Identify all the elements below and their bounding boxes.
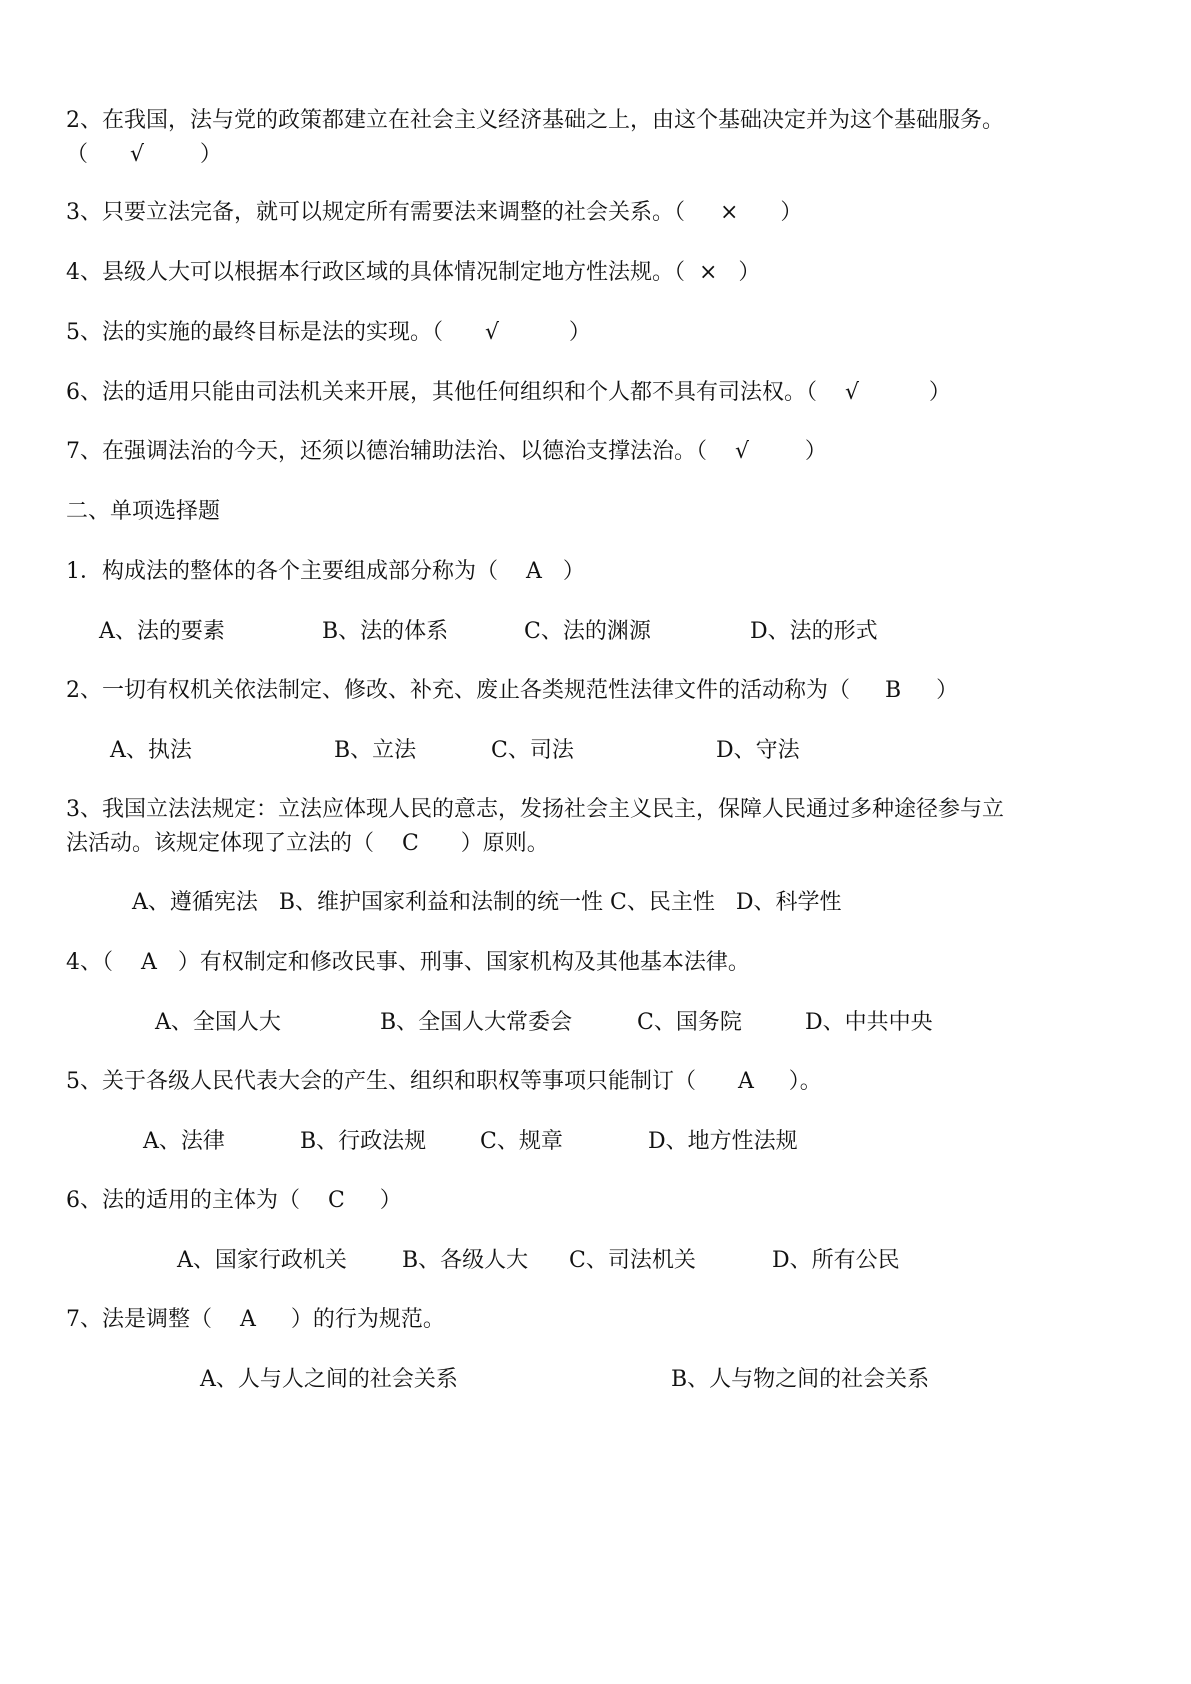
choice-q2-option-a: A、执法 bbox=[110, 738, 192, 763]
choice-q6-option-d: D、所有公民 bbox=[772, 1248, 900, 1273]
judgment-q6: 6、法的适用只能由司法机关来开展，其他任何组织和个人都不具有司法权。（ √ ） bbox=[66, 380, 951, 405]
choice-q5-option-b: B、行政法规 bbox=[300, 1129, 427, 1154]
choice-q6-option-b: B、各级人大 bbox=[402, 1248, 529, 1273]
choice-q3-line2: 法活动。该规定体现了立法的（ C ）原则。 bbox=[66, 831, 549, 856]
choice-q7-stem: 7、法是调整（ A ）的行为规范。 bbox=[66, 1307, 445, 1332]
choice-q4-option-d: D、中共中央 bbox=[805, 1010, 933, 1035]
choice-q3-options: A、遵循宪法 B、维护国家利益和法制的统一性 C、民主性 D、科学性 bbox=[132, 890, 842, 915]
choice-q4-option-c: C、国务院 bbox=[637, 1010, 742, 1035]
choice-q1-option-d: D、法的形式 bbox=[750, 619, 878, 644]
choice-q1-option-b: B、法的体系 bbox=[322, 619, 449, 644]
choice-q6-option-c: C、司法机关 bbox=[569, 1248, 696, 1273]
judgment-q4: 4、县级人大可以根据本行政区域的具体情况制定地方性法规。（ × ） bbox=[66, 260, 761, 285]
judgment-q2-line1: 2、在我国，法与党的政策都建立在社会主义经济基础之上，由这个基础决定并为这个基础服务。 bbox=[66, 108, 1005, 133]
choice-q4-option-b: B、全国人大常委会 bbox=[380, 1010, 573, 1035]
choice-q5-option-d: D、地方性法规 bbox=[648, 1129, 798, 1154]
judgment-q3: 3、只要立法完备，就可以规定所有需要法来调整的社会关系。（ × ） bbox=[66, 200, 803, 225]
choice-q2-stem: 2、一切有权机关依法制定、修改、补充、废止各类规范性法律文件的活动称为（ B ） bbox=[66, 678, 959, 703]
judgment-q7: 7、在强调法治的今天，还须以德治辅助法治、以德治支撑法治。（ √ ） bbox=[66, 439, 827, 464]
section-title: 二、单项选择题 bbox=[66, 499, 221, 524]
choice-q3-line1: 3、我国立法法规定：立法应体现人民的意志，发扬社会主义民主，保障人民通过多种途径参与立 bbox=[66, 797, 1005, 822]
choice-q7-option-a: A、人与人之间的社会关系 bbox=[200, 1367, 458, 1392]
choice-q1-option-a: A、法的要素 bbox=[99, 619, 225, 644]
choice-q1-option-c: C、法的渊源 bbox=[524, 619, 651, 644]
judgment-q2-line2: （ √ ） bbox=[66, 142, 222, 167]
choice-q2-option-b: B、立法 bbox=[334, 738, 417, 763]
choice-q6-stem: 6、法的适用的主体为（ C ） bbox=[66, 1188, 402, 1213]
choice-q2-option-c: C、司法 bbox=[491, 738, 574, 763]
judgment-q5: 5、法的实施的最终目标是法的实现。（ √ ） bbox=[66, 320, 591, 345]
choice-q5-stem: 5、关于各级人民代表大会的产生、组织和职权等事项只能制订（ A ）。 bbox=[66, 1069, 822, 1094]
choice-q4-option-a: A、全国人大 bbox=[155, 1010, 281, 1035]
choice-q7-option-b: B、人与物之间的社会关系 bbox=[671, 1367, 930, 1392]
choice-q5-option-c: C、规章 bbox=[480, 1129, 563, 1154]
choice-q5-option-a: A、法律 bbox=[143, 1129, 225, 1154]
choice-q2-option-d: D、守法 bbox=[716, 738, 800, 763]
choice-q1-stem: 1．构成法的整体的各个主要组成部分称为（ A ） bbox=[66, 559, 585, 584]
choice-q6-option-a: A、国家行政机关 bbox=[177, 1248, 347, 1273]
choice-q4-stem: 4、（ A ）有权制定和修改民事、刑事、国家机构及其他基本法律。 bbox=[66, 950, 750, 975]
